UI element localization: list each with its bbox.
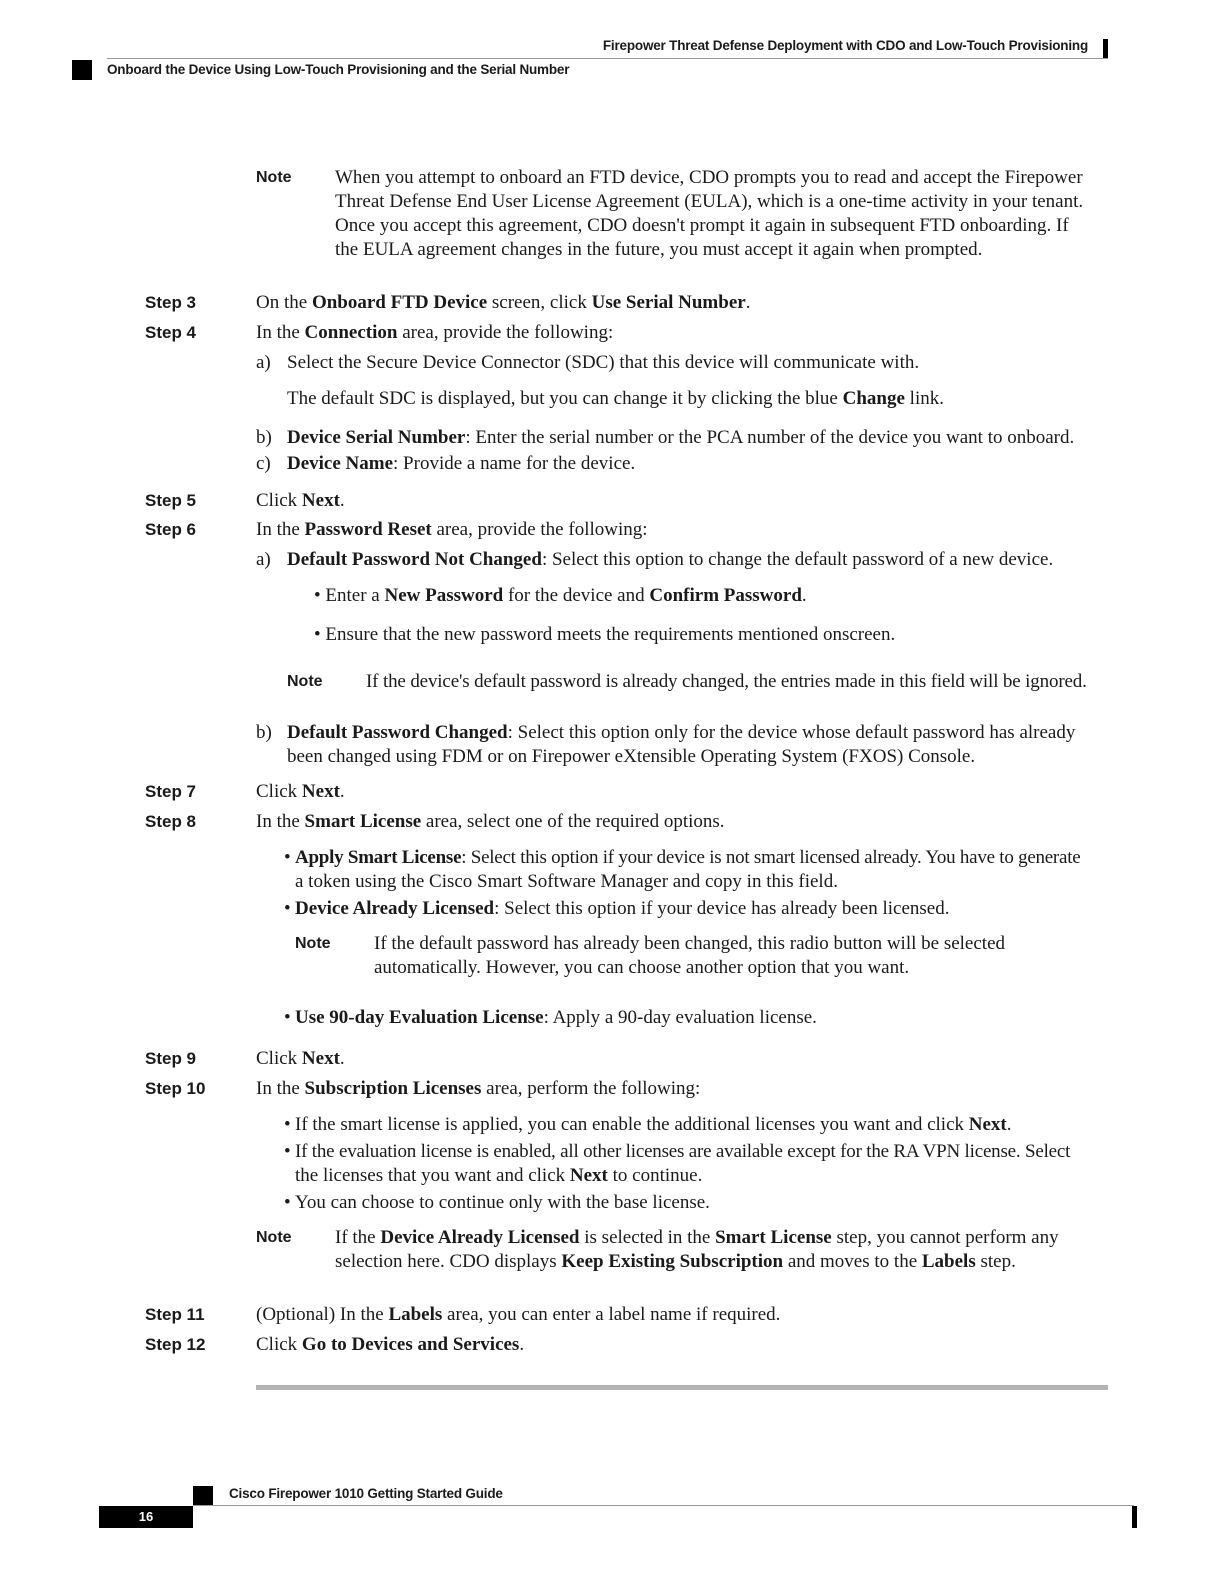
note-text: If the default password has already been changed, this radio button will be selected <box>374 933 1006 954</box>
step-7-text: Click Next. <box>256 781 345 802</box>
note-label: Note <box>287 673 323 690</box>
step-8-text: In the Smart License area, select one of the required options. <box>256 811 725 832</box>
substep-text: Select the Secure Device Connector (SDC) that this device will communicate with. <box>287 352 920 373</box>
bullet-glyph: • <box>284 1007 291 1028</box>
procedure-end-rule <box>256 1385 1108 1390</box>
note-line: When you attempt to onboard an FTD device, CDO prompts you to read and accept the Firepower <box>335 167 1083 188</box>
license-option: Device Already Licensed: Select this option if your device has already been licensed. <box>295 898 950 919</box>
substep-text: Device Serial Number: Enter the serial number or the PCA number of the device you want to onboard. <box>287 427 1075 448</box>
running-header-section: Onboard the Device Using Low-Touch Provisioning and the Serial Number <box>107 62 570 77</box>
note-line: the EULA agreement changes in the future, you must accept it again when prompted. <box>335 239 983 260</box>
substep-marker: c) <box>256 453 271 474</box>
note-text: selection here. CDO displays Keep Existing Subscription and moves to the Labels step. <box>335 1251 1016 1272</box>
step-11-text: (Optional) In the Labels area, you can enter a label name if required. <box>256 1304 781 1325</box>
note-line: Threat Defense End User License Agreement (EULA), which is a one-time activity in your tenant. <box>335 191 1084 212</box>
step-6-text: In the Password Reset area, provide the following: <box>256 519 648 540</box>
step-10-text: In the Subscription Licenses area, perform the following: <box>256 1078 701 1099</box>
substep-detail: The default SDC is displayed, but you can change it by clicking the blue Change link. <box>287 388 944 409</box>
bullet-item: • Ensure that the new password meets the requirements mentioned onscreen. <box>314 624 896 645</box>
page-number: 16 <box>99 1506 193 1528</box>
step-5-label: Step 5 <box>145 491 197 510</box>
step-4-label: Step 4 <box>145 323 197 342</box>
note-text: If the device's default password is already changed, the entries made in this field will be ignored. <box>366 671 1087 692</box>
substep-marker: b) <box>256 427 272 448</box>
substep-text: Default Password Not Changed: Select this option to change the default password of a new device. <box>287 549 1054 570</box>
license-option: Use 90-day Evaluation License: Apply a 90-day evaluation license. <box>295 1007 817 1028</box>
note-label: Note <box>256 169 292 186</box>
step-4-text: In the Connection area, provide the following: <box>256 322 614 343</box>
step-7-label: Step 7 <box>145 782 197 801</box>
section-marker-box <box>72 60 92 80</box>
step-10-label: Step 10 <box>145 1079 206 1098</box>
bullet-item: • Enter a New Password for the device and Confirm Password. <box>314 585 807 606</box>
step-11-label: Step 11 <box>145 1305 205 1324</box>
license-option: Apply Smart License: Select this option if your device is not smart licensed already. You have to generate <box>295 847 1081 868</box>
footer-bar-marker <box>1132 1506 1137 1528</box>
step-8-label: Step 8 <box>145 812 197 831</box>
step-3-label: Step 3 <box>145 293 197 312</box>
footer-guide-title: Cisco Firepower 1010 Getting Started Guide <box>229 1486 503 1501</box>
note-line: Once you accept this agreement, CDO doesn't prompt it again in subsequent FTD onboarding. If <box>335 215 1069 236</box>
running-header-title: Firepower Threat Defense Deployment with CDO and Low-Touch Provisioning <box>602 38 1088 53</box>
substep-marker: a) <box>256 352 271 373</box>
bullet-glyph: • <box>284 1192 291 1213</box>
list-item: You can choose to continue only with the base license. <box>295 1192 710 1213</box>
bullet-glyph: • <box>284 847 291 868</box>
header-bar-marker <box>1103 39 1108 58</box>
step-12-text: Click Go to Devices and Services. <box>256 1334 525 1355</box>
note-label: Note <box>256 1229 292 1246</box>
footer-marker-box <box>193 1486 213 1506</box>
step-5-text: Click Next. <box>256 490 345 511</box>
substep-text: Default Password Changed: Select this option only for the device whose default password has already <box>287 722 1076 743</box>
step-9-label: Step 9 <box>145 1049 197 1068</box>
substep-text: Device Name: Provide a name for the device. <box>287 453 636 474</box>
bullet-glyph: • <box>284 898 291 919</box>
substep-marker: a) <box>256 549 271 570</box>
header-divider <box>107 58 1108 59</box>
bullet-glyph: • <box>284 1114 291 1135</box>
list-item: If the smart license is applied, you can enable the additional licenses you want and click Next. <box>295 1114 1012 1135</box>
footer-divider <box>193 1505 1134 1506</box>
list-item-cont: the licenses that you want and click Next to continue. <box>295 1165 703 1186</box>
list-item: If the evaluation license is enabled, all other licenses are available except for the RA VPN license. Select <box>295 1141 1071 1162</box>
step-3-text: On the Onboard FTD Device screen, click Use Serial Number. <box>256 292 751 313</box>
note-label: Note <box>295 935 331 952</box>
note-text: If the Device Already Licensed is selected in the Smart License step, you cannot perform any <box>335 1227 1059 1248</box>
step-12-label: Step 12 <box>145 1335 206 1354</box>
license-option-cont: a token using the Cisco Smart Software Manager and copy in this field. <box>295 871 838 892</box>
step-6-label: Step 6 <box>145 520 197 539</box>
substep-marker: b) <box>256 722 272 743</box>
bullet-glyph: • <box>284 1141 291 1162</box>
substep-text-cont: been changed using FDM or on Firepower eXtensible Operating System (FXOS) Console. <box>287 746 976 767</box>
note-text: automatically. However, you can choose another option that you want. <box>374 957 910 978</box>
step-9-text: Click Next. <box>256 1048 345 1069</box>
